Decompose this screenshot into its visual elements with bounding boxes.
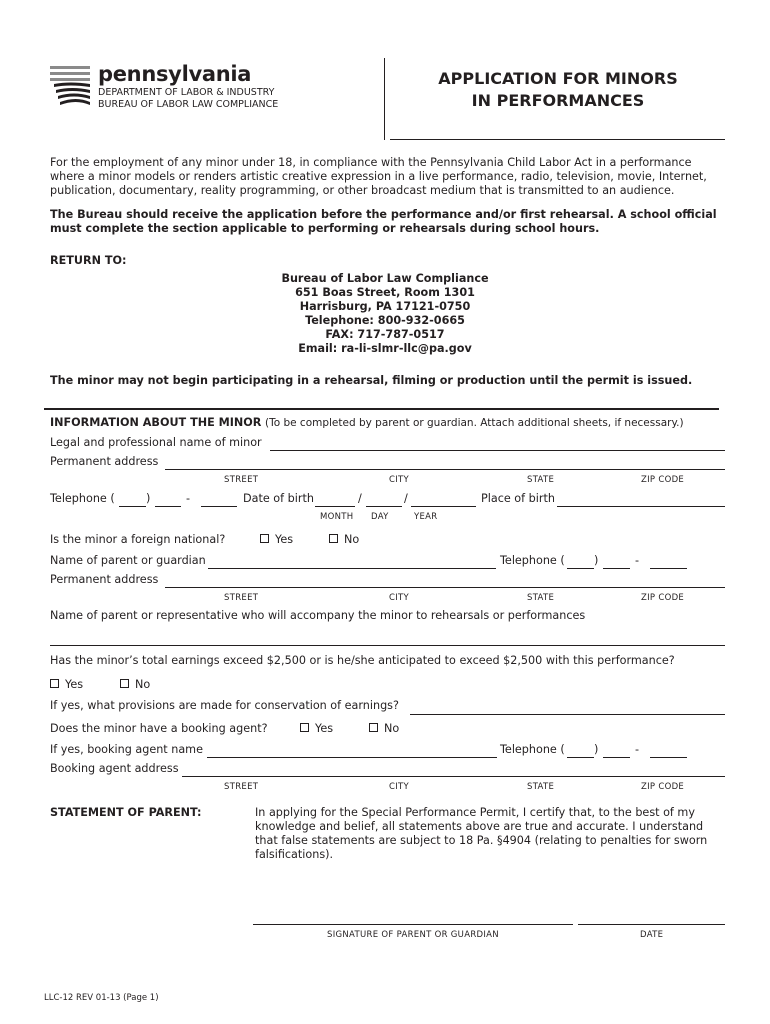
agent-telephone-area-field[interactable] xyxy=(567,757,594,758)
checkbox-icon[interactable] xyxy=(329,534,338,543)
dob-slash-1: / xyxy=(358,492,362,505)
logo-department: DEPARTMENT OF LABOR & INDUSTRY xyxy=(98,87,275,98)
title-line-2: IN PERFORMANCES xyxy=(471,91,645,110)
statement-text xyxy=(255,806,730,862)
return-fax: FAX: 717-787-0517 xyxy=(325,328,445,341)
return-address-block xyxy=(200,272,570,356)
agent-telephone-dash: - xyxy=(635,743,640,756)
legal-name-label: Legal and professional name of minor xyxy=(50,436,262,449)
agent-name-field[interactable] xyxy=(207,757,497,758)
agent-telephone-label: Telephone ( xyxy=(500,743,565,756)
telephone-line-field[interactable] xyxy=(201,506,237,507)
date-caption: DATE xyxy=(640,930,664,940)
agent-no-option[interactable] xyxy=(369,722,399,735)
statement-line: that false statements are subject to 18 Pa. §4904 (relating to penalties for sworn xyxy=(255,834,708,847)
agent-caption-street: STREET xyxy=(224,782,259,792)
place-of-birth-label: Place of birth xyxy=(481,492,555,505)
parent-telephone-prefix-field[interactable] xyxy=(603,568,630,569)
parent-address-label: Permanent address xyxy=(50,573,159,586)
bureau-notice xyxy=(50,208,730,236)
dob-year-field[interactable] xyxy=(411,506,476,507)
telephone-paren: ) xyxy=(146,492,151,505)
dob-slash-2: / xyxy=(404,492,408,505)
statement-line: In applying for the Special Performance Permit, I certify that, to the best of my xyxy=(255,806,695,819)
form-id: LLC-12 REV 01-13 (Page 1) xyxy=(44,993,159,1003)
dob-caption-month: MONTH xyxy=(320,512,354,522)
statement-line: falsifications). xyxy=(255,848,334,861)
permanent-address-label: Permanent address xyxy=(50,455,159,468)
header-rule xyxy=(390,139,725,140)
return-org: Bureau of Labor Law Compliance xyxy=(281,272,489,285)
conservation-field[interactable] xyxy=(410,714,725,715)
agent-question: Does the minor have a booking agent? xyxy=(50,722,268,735)
earnings-yes-option[interactable] xyxy=(50,678,83,691)
header-divider xyxy=(384,58,385,140)
parent-name-label: Name of parent or guardian xyxy=(50,554,206,567)
agent-caption-state: STATE xyxy=(527,782,555,792)
intro-line: where a minor models or renders artistic creative expression in a live performance, radio, television, movie, Internet, xyxy=(50,170,707,183)
section-divider xyxy=(44,408,719,410)
earnings-question: Has the minor’s total earnings exceed $2,500 or is he/she anticipated to exceed $2,500 with this performance? xyxy=(50,654,675,667)
agent-address-label: Booking agent address xyxy=(50,762,179,775)
conservation-label: If yes, what provisions are made for conservation of earnings? xyxy=(50,699,399,712)
dob-label: Date of birth xyxy=(243,492,314,505)
title-line-1: APPLICATION FOR MINORS xyxy=(438,69,678,88)
minor-heading-title: INFORMATION ABOUT THE MINOR xyxy=(50,416,262,429)
agent-telephone-paren: ) xyxy=(594,743,599,756)
signature-field[interactable] xyxy=(253,924,573,925)
intro-paragraph xyxy=(50,156,730,198)
statement-label: STATEMENT OF PARENT: xyxy=(50,806,202,819)
keystone-logo-icon xyxy=(48,64,92,108)
address-caption-city: CITY xyxy=(389,475,410,485)
statement-line: knowledge and belief, all statements above are true and accurate. I understand xyxy=(255,820,704,833)
intro-line: publication, documentary, reality programming, or other broadcast medium that is transmitted to an audience. xyxy=(50,184,675,197)
parent-telephone-label: Telephone ( xyxy=(500,554,565,567)
checkbox-icon[interactable] xyxy=(369,723,378,732)
earnings-no-label: No xyxy=(135,678,151,691)
foreign-yes-label: Yes xyxy=(275,533,294,546)
agent-telephone-prefix-field[interactable] xyxy=(603,757,630,758)
logo-bureau: BUREAU OF LABOR LAW COMPLIANCE xyxy=(98,99,279,110)
return-street: 651 Boas Street, Room 1301 xyxy=(295,286,475,299)
return-email: Email: ra-li-slmr-llc@pa.gov xyxy=(298,342,472,355)
place-of-birth-field[interactable] xyxy=(557,506,725,507)
checkbox-icon[interactable] xyxy=(300,723,309,732)
parent-telephone-paren: ) xyxy=(594,554,599,567)
earnings-yes-label: Yes xyxy=(65,678,84,691)
checkbox-icon[interactable] xyxy=(50,679,59,688)
checkbox-icon[interactable] xyxy=(120,679,129,688)
parent-telephone-line-field[interactable] xyxy=(650,568,687,569)
dob-caption-year: YEAR xyxy=(414,512,438,522)
logo-wordmark: pennsylvania xyxy=(98,62,252,86)
signature-caption: SIGNATURE OF PARENT OR GUARDIAN xyxy=(327,930,499,940)
agent-address-field[interactable] xyxy=(182,776,725,777)
parent-caption-zip: ZIP CODE xyxy=(641,593,685,603)
foreign-yes-option[interactable] xyxy=(260,533,293,546)
accompany-field[interactable] xyxy=(50,645,725,646)
agent-name-label: If yes, booking agent name xyxy=(50,743,203,756)
minor-section-heading xyxy=(50,416,684,429)
parent-caption-city: CITY xyxy=(389,593,410,603)
parent-name-field[interactable] xyxy=(208,568,496,569)
agent-yes-option[interactable] xyxy=(300,722,333,735)
notice-line: must complete the section applicable to performing or rehearsals during school hours. xyxy=(50,222,600,235)
notice-line: The Bureau should receive the application before the performance and/or first rehearsal. A school official xyxy=(50,208,717,221)
telephone-label: Telephone ( xyxy=(50,492,115,505)
minor-heading-note: (To be completed by parent or guardian. Attach additional sheets, if necessary.) xyxy=(264,417,684,429)
telephone-prefix-field[interactable] xyxy=(155,506,181,507)
return-city: Harrisburg, PA 17121-0750 xyxy=(299,300,471,313)
parent-caption-state: STATE xyxy=(527,593,555,603)
foreign-national-question: Is the minor a foreign national? xyxy=(50,533,226,546)
intro-line: For the employment of any minor under 18, in compliance with the Pennsylvania Child Labor Act in a performance xyxy=(50,156,692,169)
telephone-area-field[interactable] xyxy=(119,506,146,507)
agent-caption-city: CITY xyxy=(389,782,410,792)
parent-address-field[interactable] xyxy=(165,587,725,588)
address-caption-state: STATE xyxy=(527,475,555,485)
checkbox-icon[interactable] xyxy=(260,534,269,543)
agent-yes-label: Yes xyxy=(315,722,334,735)
page-title xyxy=(390,68,726,112)
dob-caption-day: DAY xyxy=(371,512,389,522)
return-telephone: Telephone: 800-932-0665 xyxy=(305,314,465,327)
parent-telephone-area-field[interactable] xyxy=(567,568,594,569)
dob-month-field[interactable] xyxy=(315,506,355,507)
address-caption-zip: ZIP CODE xyxy=(641,475,685,485)
pa-logo xyxy=(48,62,278,112)
return-to-label: RETURN TO: xyxy=(50,254,127,267)
foreign-no-label: No xyxy=(344,533,360,546)
permit-warning: The minor may not begin participating in a rehearsal, filming or production until the permit is issued. xyxy=(50,374,693,387)
parent-telephone-dash: - xyxy=(635,554,640,567)
permanent-address-field[interactable] xyxy=(165,469,725,470)
foreign-no-option[interactable] xyxy=(329,533,359,546)
agent-no-label: No xyxy=(384,722,400,735)
agent-caption-zip: ZIP CODE xyxy=(641,782,685,792)
address-caption-street: STREET xyxy=(224,475,259,485)
legal-name-field[interactable] xyxy=(270,450,725,451)
accompany-label: Name of parent or representative who will accompany the minor to rehearsals or performances xyxy=(50,609,586,622)
date-field[interactable] xyxy=(578,924,725,925)
dob-day-field[interactable] xyxy=(366,506,402,507)
parent-caption-street: STREET xyxy=(224,593,259,603)
earnings-no-option[interactable] xyxy=(120,678,150,691)
telephone-dash: - xyxy=(186,492,191,505)
agent-telephone-line-field[interactable] xyxy=(650,757,687,758)
